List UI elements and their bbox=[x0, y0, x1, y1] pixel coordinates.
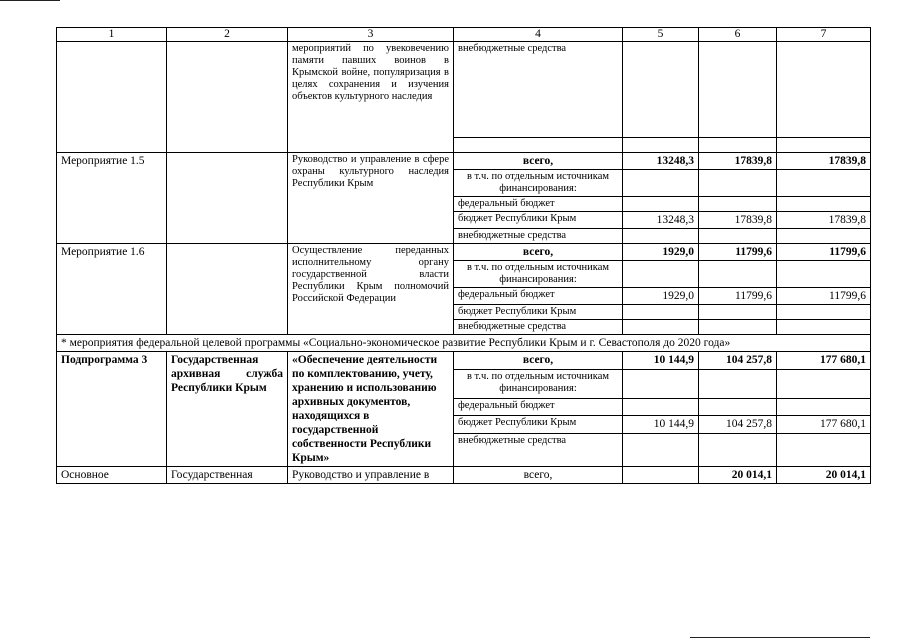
value-cell: 1929,0 bbox=[623, 244, 699, 261]
table-row bbox=[57, 244, 871, 261]
value-cell: 13248,3 bbox=[623, 212, 699, 229]
table-row bbox=[57, 352, 871, 370]
row-title: Подпрограмма 3 bbox=[57, 352, 167, 467]
source-label: федеральный бюджет bbox=[454, 288, 623, 305]
col-header-7: 7 bbox=[777, 28, 871, 42]
value-cell: 10 144,9 bbox=[623, 415, 699, 433]
header-row bbox=[57, 28, 871, 42]
row-description: Руководство и управление в сфере охраны культурного наследия Республики Крым bbox=[288, 153, 454, 244]
col-header-1: 1 bbox=[57, 28, 167, 42]
value-cell: 20 014,1 bbox=[777, 467, 871, 484]
source-label: всего, bbox=[454, 467, 623, 484]
value-cell: 10 144,9 bbox=[623, 352, 699, 370]
row-description: «Обеспечение деятельности по комплектованию, учету, хранению и использованию архивных документов, находящихся в государственной собственности Республики Крым» bbox=[288, 352, 454, 467]
row-executor: Государственная bbox=[167, 467, 288, 484]
source-label: федеральный бюджет bbox=[454, 197, 623, 212]
table-row bbox=[57, 42, 871, 138]
funding-table bbox=[56, 27, 871, 484]
value-cell: 104 257,8 bbox=[699, 415, 777, 433]
value-cell: 20 014,1 bbox=[699, 467, 777, 484]
value-cell: 1929,0 bbox=[623, 288, 699, 305]
value-cell: 13248,3 bbox=[623, 153, 699, 170]
row-title: Основное bbox=[57, 467, 167, 484]
col-header-4: 4 bbox=[454, 28, 623, 42]
source-label: всего, bbox=[454, 352, 623, 370]
source-label: всего, bbox=[454, 244, 623, 261]
col-header-2: 2 bbox=[167, 28, 288, 42]
value-cell: 17839,8 bbox=[699, 212, 777, 229]
source-label: внебюджетные средства bbox=[454, 42, 623, 138]
source-label: федеральный бюджет bbox=[454, 399, 623, 415]
value-cell: 11799,6 bbox=[699, 244, 777, 261]
value-cell: 11799,6 bbox=[699, 288, 777, 305]
source-label: бюджет Республики Крым bbox=[454, 415, 623, 433]
table-row bbox=[57, 467, 871, 484]
source-label: всего, bbox=[454, 153, 623, 170]
value-cell: 11799,6 bbox=[777, 244, 871, 261]
value-cell: 104 257,8 bbox=[699, 352, 777, 370]
value-cell: 11799,6 bbox=[777, 288, 871, 305]
value-cell: 177 680,1 bbox=[777, 352, 871, 370]
value-cell bbox=[623, 467, 699, 484]
source-label: в т.ч. по отдельным источникам финансирования: bbox=[454, 370, 623, 399]
continuation-description: мероприятий по увековечению памяти павших воинов в Крымской войне, популяризация в целях сохранения и изучения объектов культурного наследия bbox=[288, 42, 454, 153]
value-cell: 177 680,1 bbox=[777, 415, 871, 433]
source-label: внебюджетные средства bbox=[454, 434, 623, 467]
source-label: бюджет Республики Крым bbox=[454, 212, 623, 229]
source-label: в т.ч. по отдельным источникам финансирования: bbox=[454, 261, 623, 288]
source-label: внебюджетные средства bbox=[454, 229, 623, 244]
table-row bbox=[57, 153, 871, 170]
source-label: в т.ч. по отдельным источникам финансирования: bbox=[454, 170, 623, 197]
row-title: Мероприятие 1.6 bbox=[57, 244, 167, 335]
col-header-5: 5 bbox=[623, 28, 699, 42]
footnote: * мероприятия федеральной целевой программы «Социально-экономическое развитие Республики Крым и г. Севастополя до 2020 года» bbox=[57, 335, 871, 352]
row-title: Мероприятие 1.5 bbox=[57, 153, 167, 244]
scan-artifact-top bbox=[0, 0, 60, 1]
row-description: Осуществление переданных исполнительному органу государственной власти Республики Крым полномочий Российской Федерации bbox=[288, 244, 454, 335]
source-label: внебюджетные средства bbox=[454, 320, 623, 335]
row-executor: Государственная архивная служба Республики Крым bbox=[167, 352, 288, 467]
value-cell: 17839,8 bbox=[777, 212, 871, 229]
scan-artifact-bottom bbox=[690, 637, 870, 638]
col-header-6: 6 bbox=[699, 28, 777, 42]
row-description: Руководство и управление в bbox=[288, 467, 454, 484]
table-row bbox=[57, 335, 871, 352]
value-cell: 17839,8 bbox=[699, 153, 777, 170]
col-header-3: 3 bbox=[288, 28, 454, 42]
source-label: бюджет Республики Крым bbox=[454, 305, 623, 320]
value-cell: 17839,8 bbox=[777, 153, 871, 170]
